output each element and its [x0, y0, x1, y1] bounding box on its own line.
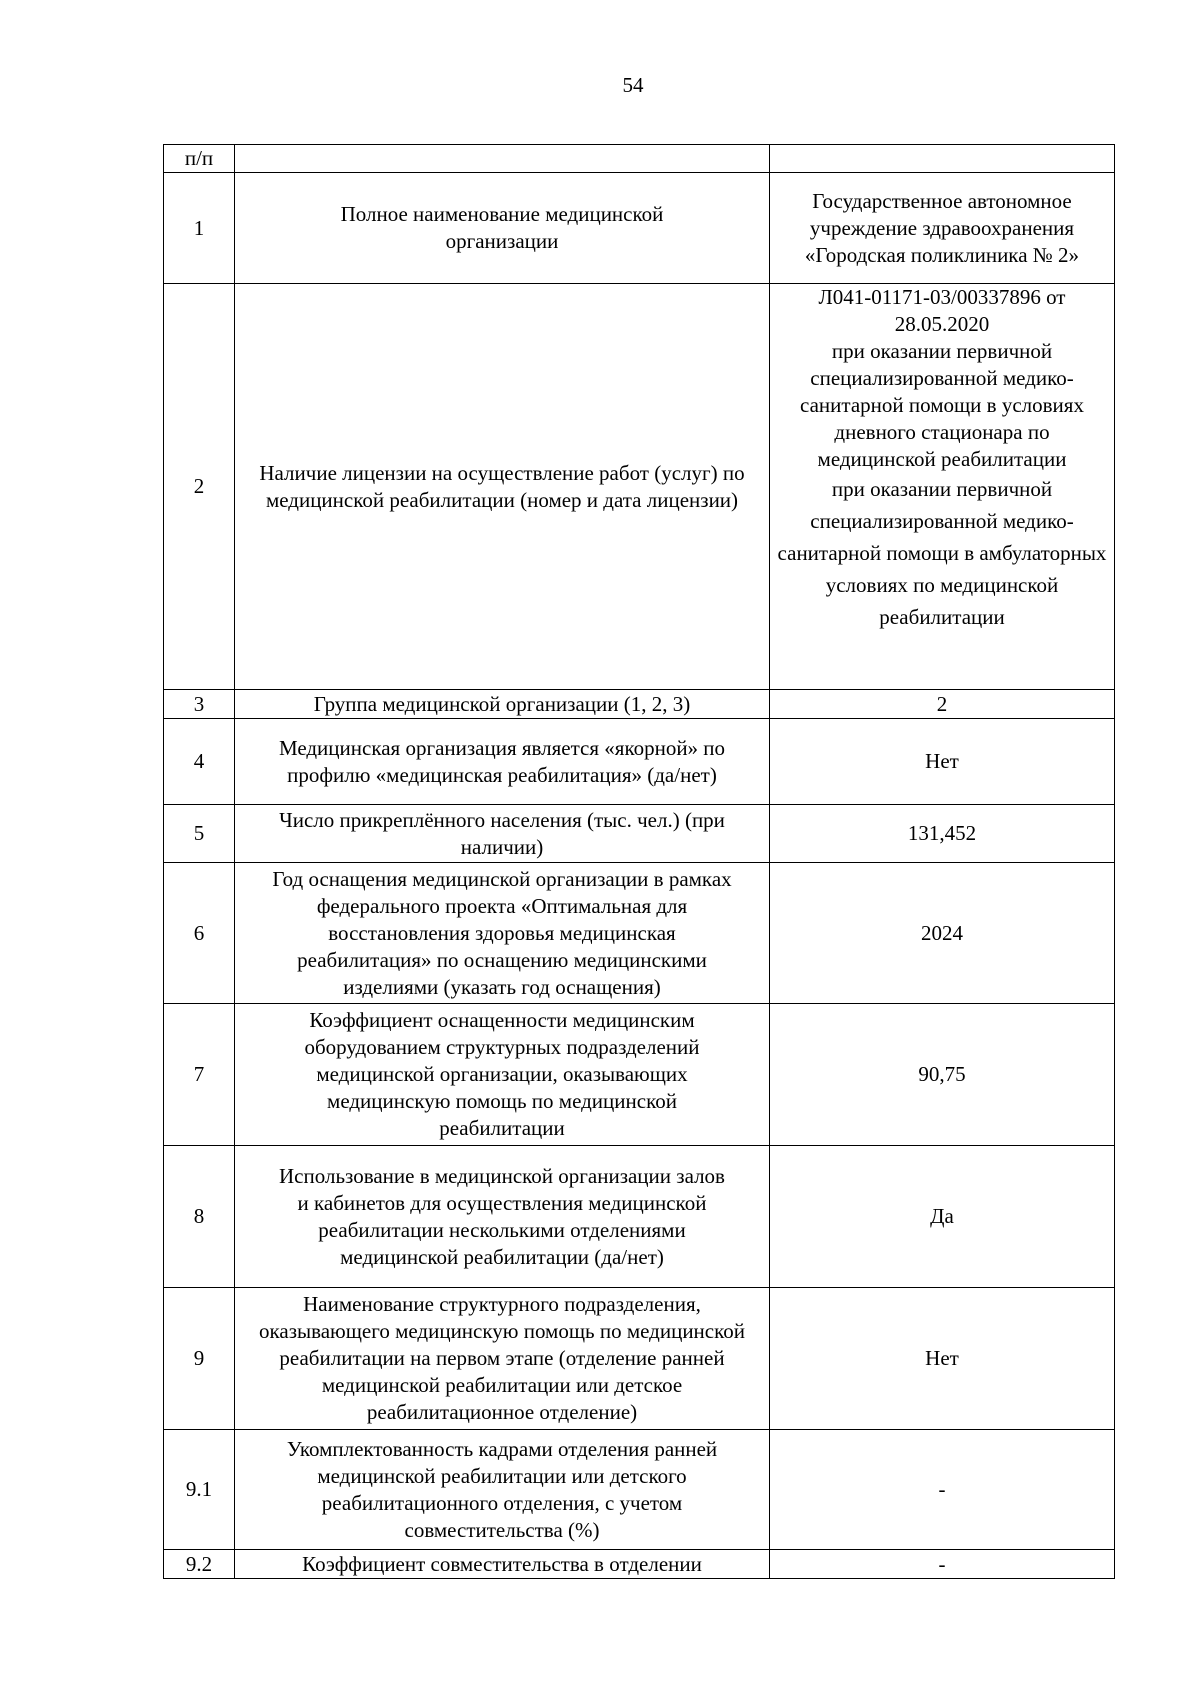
table-row	[164, 173, 1115, 284]
row-number: 7	[164, 1004, 235, 1146]
license-number: Л041-01171-03/00337896 от 28.05.2020	[818, 285, 1066, 336]
row-number: 8	[164, 1146, 235, 1288]
row-number: 3	[164, 690, 235, 719]
row-number: 9.2	[164, 1550, 235, 1579]
row-number: 9	[164, 1288, 235, 1430]
license-scope-outpatient: при оказании первичной специализированной медико-санитарной помощи в амбулаторных условиях по медицинской реабилитации	[777, 477, 1107, 629]
row-number: 5	[164, 805, 235, 863]
parameter-name: Наличие лицензии на осуществление работ (услуг) по медицинской реабилитации (номер и дата лицензии)	[235, 284, 770, 690]
table-row	[164, 719, 1115, 805]
table-row	[164, 1430, 1115, 1550]
parameter-value: 2	[770, 690, 1115, 719]
parameter-name: Коэффициент оснащенности медицинским оборудованием структурных подразделений медицинской организации, оказывающих медицинскую помощь по медицинской реабилитации	[235, 1004, 770, 1146]
parameter-name: Число прикреплённого населения (тыс. чел.) (при наличии)	[235, 805, 770, 863]
table-row	[164, 863, 1115, 1004]
parameter-value: 2024	[770, 863, 1115, 1004]
parameter-value: Да	[770, 1146, 1115, 1288]
parameter-name: Медицинская организация является «якорной» по профилю «медицинская реабилитация» (да/нет)	[235, 719, 770, 805]
table-row	[164, 690, 1115, 719]
row-number: 6	[164, 863, 235, 1004]
parameter-name: Использование в медицинской организации залов и кабинетов для осуществления медицинской реабилитации несколькими отделениями медицинской реабилитации (да/нет)	[235, 1146, 770, 1288]
table-row	[164, 1550, 1115, 1579]
parameter-value: 131,452	[770, 805, 1115, 863]
parameter-value: 90,75	[770, 1004, 1115, 1146]
row-number-header: п/п	[164, 145, 235, 173]
value-header	[770, 145, 1115, 173]
organization-info-table	[163, 144, 1115, 1579]
parameter-name: Полное наименование медицинской организации	[235, 173, 770, 284]
table-header-row	[164, 145, 1115, 173]
parameter-header	[235, 145, 770, 173]
parameter-value: Нет	[770, 1288, 1115, 1430]
license-scope-day-hospital: при оказании первичной специализированной медико-санитарной помощи в условиях дневного стационара по медицинской реабилитации	[800, 339, 1084, 471]
page-number: 54	[622, 73, 644, 97]
parameter-value: Нет	[770, 719, 1115, 805]
parameter-name: Группа медицинской организации (1, 2, 3)	[235, 690, 770, 719]
parameter-name: Наименование структурного подразделения, оказывающего медицинскую помощь по медицинской реабилитации на первом этапе (отделение ранней медицинской реабилитации или детское реабилитационное отделение)	[235, 1288, 770, 1430]
row-number: 2	[164, 284, 235, 690]
table-row	[164, 1288, 1115, 1430]
parameter-value: -	[770, 1550, 1115, 1579]
row-number: 1	[164, 173, 235, 284]
parameter-value	[770, 284, 1115, 690]
parameter-name: Коэффициент совместительства в отделении	[235, 1550, 770, 1579]
parameter-name: Укомплектованность кадрами отделения ранней медицинской реабилитации или детского реабилитационного отделения, с учетом совместительства (%)	[235, 1430, 770, 1550]
parameter-value: -	[770, 1430, 1115, 1550]
table-row	[164, 1146, 1115, 1288]
table-row	[164, 805, 1115, 863]
parameter-value: Государственное автономное учреждение здравоохранения «Городская поликлиника № 2»	[770, 173, 1115, 284]
row-number: 9.1	[164, 1430, 235, 1550]
row-number: 4	[164, 719, 235, 805]
table-row	[164, 284, 1115, 690]
parameter-name: Год оснащения медицинской организации в рамках федерального проекта «Оптимальная для восстановления здоровья медицинская реабилитация» по оснащению медицинскими изделиями (указать год оснащения)	[235, 863, 770, 1004]
table-row	[164, 1004, 1115, 1146]
